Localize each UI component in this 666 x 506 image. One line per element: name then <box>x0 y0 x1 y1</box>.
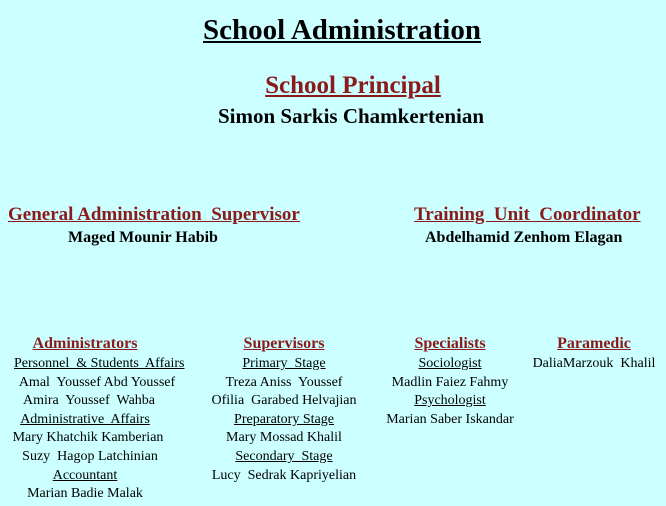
administrative-affairs-member: Mary Khatchik Kamberian <box>12 430 164 446</box>
training-name: Abdelhamid Zenhom Elagan <box>425 229 623 246</box>
secondary-stage-label: Secondary Stage <box>235 448 333 464</box>
sociologist-label: Sociologist <box>418 356 482 371</box>
personnel-affairs-label: Personnel & Students Affairs <box>14 356 185 371</box>
specialists-column <box>372 334 528 429</box>
general-admin-name: Maged Mounir Habib <box>68 229 218 246</box>
administrators-column <box>0 334 185 504</box>
psychologist-label: Psychologist <box>414 393 486 409</box>
principal-title: School Principal <box>265 72 441 99</box>
page-title: School Administration <box>203 14 481 46</box>
personnel-member: Amira Youssef Wahba <box>23 393 155 409</box>
administrative-affairs-label: Administrative Affairs <box>20 411 150 427</box>
personnel-member: Amal Youssef Abd Youssef <box>18 374 176 390</box>
supervisors-column <box>202 334 366 485</box>
administrative-affairs-member: Suzy Hagop Latchinian <box>22 448 158 464</box>
paramedic-heading: Paramedic <box>557 335 631 352</box>
paramedic-column <box>524 334 664 374</box>
primary-stage-member: Treza Aniss Youssef <box>225 374 343 390</box>
general-admin-title: General Administration Supervisor <box>8 204 300 225</box>
specialists-heading: Specialists <box>414 335 486 352</box>
primary-stage-label: Primary Stage <box>242 356 326 371</box>
training-title: Training Unit Coordinator <box>414 204 641 225</box>
paramedic-member: DaliaMarzouk Khalil <box>532 356 656 371</box>
secondary-stage-member: Lucy Sedrak Kapriyelian <box>211 467 357 483</box>
psychologist-member: Marian Saber Iskandar <box>386 411 514 427</box>
accountant-member: Marian Badie Malak <box>27 486 143 502</box>
accountant-label: Accountant <box>52 467 118 483</box>
supervisors-heading: Supervisors <box>243 335 325 352</box>
sociologist-member: Madlin Faiez Fahmy <box>391 374 509 390</box>
preparatory-stage-member: Mary Mossad Khalil <box>226 430 342 446</box>
primary-stage-member: Ofilia Garabed Helvajian <box>211 393 357 409</box>
preparatory-stage-label: Preparatory Stage <box>234 411 334 427</box>
administrators-heading: Administrators <box>32 335 138 352</box>
principal-name: Simon Sarkis Chamkertenian <box>217 104 485 128</box>
